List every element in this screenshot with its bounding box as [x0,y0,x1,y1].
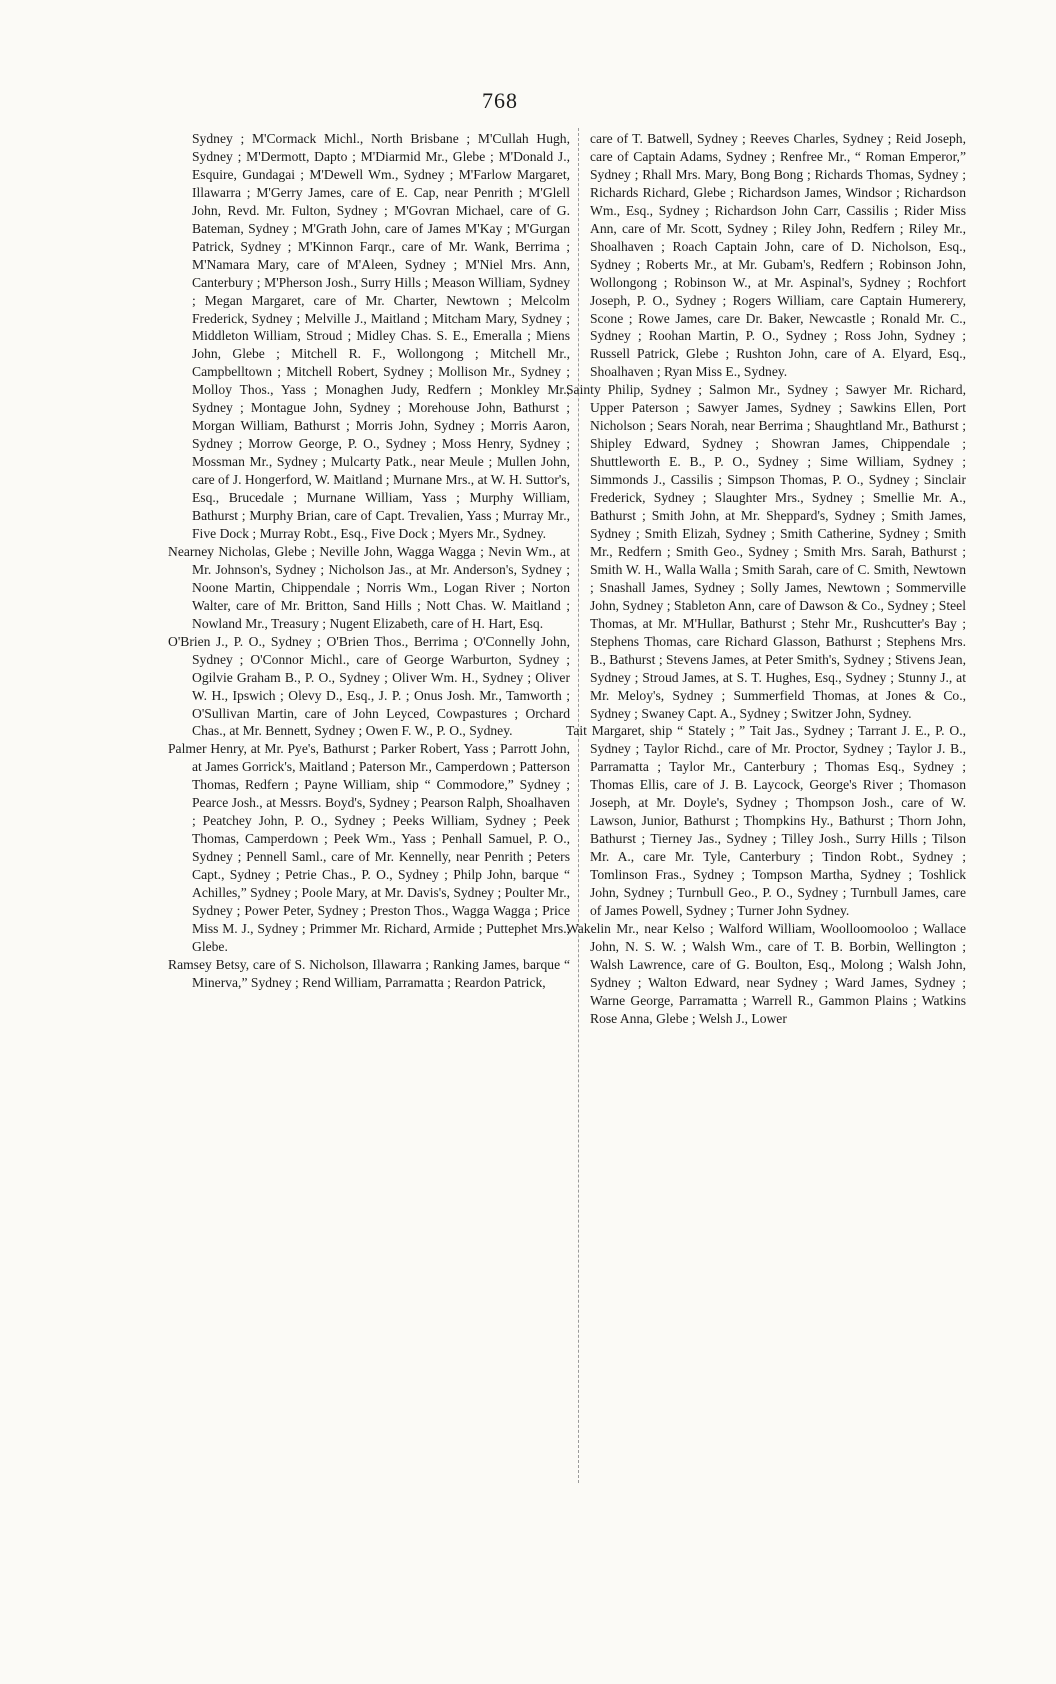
right-column [566,130,966,1028]
letter-block-n: Nearney Nicholas, Glebe ; Neville John, Wagga Wagga ; Nevin Wm., at Mr. Johnson's, Sydney ; Nicholson Jas., at Mr. Anderson's, Sydney ; Noone Martin, Chippendale ; Norris Wm., Logan River ; Norton Walter, care of Mr. Britton, Sand Hills ; Nott Chas. W. Maitland ; Nowland Mr., Treasury ; Nugent Elizabeth, care of H. Hart, Esq. [168,543,570,631]
left-column [168,130,570,992]
letter-block-o: O'Brien J., P. O., Sydney ; O'Brien Thos., Berrima ; O'Connelly John, Sydney ; O'Connor Michl., care of George Warburton, Sydney ; Ogilvie Graham B., P. O., Sydney ; Oliver Wm. H., Sydney ; Oliver W. H., Ipswich ; Olevy D., Esq., J. P. ; Onus Josh. Mr., Tamworth ; O'Sullivan Martin, care of John Leyced, Cowpastures ; Orchard Chas., at Mr. Bennett, Sydney ; Owen F. W., P. O., Sydney. [168,633,570,739]
letter-block-r-cont: care of T. Batwell, Sydney ; Reeves Charles, Sydney ; Reid Joseph, care of Captain Adams, Sydney ; Renfree Mr., “ Roman Emperor,” Sydney ; Rhall Mrs. Mary, Bong Bong ; Richards Thomas, Sydney ; Richards Richard, Glebe ; Richardson James, Windsor ; Richardson Wm., Esq., Sydney ; Richardson John Carr, Cassilis ; Rider Miss Ann, care of Mr. Scott, Sydney ; Riley John, Redfern ; Riley Mr., Shoalhaven ; Roach Captain John, care of D. Nicholson, Esq., Sydney ; Roberts Mr., at Mr. Gubam's, Redfern ; Robinson John, Wollongong ; Robinson W., at Mr. Aspinal's, Sydney ; Rochfort Joseph, P. O., Sydney ; Rogers William, care Captain Humerery, Scone ; Rowe James, care Dr. Baker, Newcastle ; Ronald Mr. C., Sydney ; Roohan Martin, P. O., Sydney ; Ross John, Sydney ; Russell Patrick, Glebe ; Rushton John, care of A. Elyard, Esq., Shoalhaven ; Ryan Miss E., Sydney. [590,131,966,380]
letter-block-m: Sydney ; M'Cormack Michl., North Brisbane ; M'Cullah Hugh, Sydney ; M'Dermott, Dapto ; M'Diarmid Mr., Glebe ; M'Donald J., Esquire, Gundagai ; M'Dewell Wm., Sydney ; M'Farlow Margaret, Illawarra ; M'Gerry James, care of E. Cap, near Penrith ; M'Glell John, Revd. Mr. Fulton, Sydney ; M'Govran Michael, care of G. Bateman, Sydney ; M'Grath John, care of James M'Kay ; M'Gurgan Patrick, Sydney ; M'Kinnon Farqr., care of Mr. Wank, Berrima ; M'Namara Mary, care of M'Aleen, Sydney ; M'Niel Mrs. Ann, Canterbury ; M'Pherson Josh., Surry Hills ; Meason William, Sydney ; Megan Margaret, care of Mr. Charter, Newtown ; Melcolm Frederick, Sydney ; Melville J., Maitland ; Mitcham Mary, Sydney ; Middleton William, Stroud ; Midley Chas. S. E., Emeralla ; Miens John, Glebe ; Mitchell R. F., Wollongong ; Mitchell Mr., Campbelltown ; Mitchell Robert, Sydney ; Mollison Mr., Sydney ; Molloy Thos., Yass ; Monaghen Judy, Redfern ; Monkley Mr., Sydney ; Montague John, Sydney ; Morehouse John, Bathurst ; Morgan William, Bathurst ; Morris John, Sydney ; Morris Aaron, Sydney ; Morrow George, P. O., Sydney ; Moss Henry, Sydney ; Mossman Mr., Sydney ; Mulcarty Patk., near Meule ; Mullen John, care of J. Hongerford, W. Maitland ; Murnane Mrs., at W. H. Suttor's, Esq., Brucedale ; Murnane William, Yass ; Murphy William, Bathurst ; Murphy Brian, care of Capt. Trevalien, Yass ; Murray Mr., Five Dock ; Murray Robt., Esq., Five Dock ; Myers Mr., Sydney. [192,131,570,541]
letter-block-t: Tait Margaret, ship “ Stately ; ” Tait Jas., Sydney ; Tarrant J. E., P. O., Sydney ; Taylor Richd., care of Mr. Proctor, Sydney ; Taylor J. B., Parramatta ; Taylor Mr., Canterbury ; Thomas Esq., Sydney ; Thomas Ellis, care of J. B. Laycock, George's River ; Thomason Joseph, at Mr. Doyle's, Sydney ; Thompson Josh., care of W. Lawson, Junior, Bathurst ; Thompkins Hy., Bathurst ; Thorn John, Bathurst ; Tierney Jas., Sydney ; Tilley Josh., Surry Hills ; Tilson Mr. A., care Mr. Tyle, Canterbury ; Tindon Robt., Sydney ; Tomlinson Fras., Sydney ; Tompson Martha, Sydney ; Toshlick John, Sydney ; Turnbull Geo., P. O., Sydney ; Turnbull James, care of James Powell, Sydney ; Turner John Sydney. [566,723,966,918]
letter-block-r-start: Ramsey Betsy, care of S. Nicholson, Illawarra ; Ranking James, barque “ Minerva,” Sydney ; Rend William, Parramatta ; Reardon Patrick, [168,956,570,990]
letter-block-p: Palmer Henry, at Mr. Pye's, Bathurst ; Parker Robert, Yass ; Parrott John, at James Gorrick's, Maitland ; Paterson Mr., Camperdown ; Patterson Thomas, Redfern ; Payne William, ship “ Commodore,” Sydney ; Pearce Josh., at Messrs. Boyd's, Sydney ; Pearson Ralph, Shoalhaven ; Peatchey John, P. O., Sydney ; Peeks William, Sydney ; Peek Thomas, Camperdown ; Peek Wm., Yass ; Penhall Samuel, P. O., Sydney ; Pennell Saml., care of Mr. Kennelly, near Penrith ; Peters Capt., Sydney ; Petrie Chas., P. O., Sydney ; Philp John, barque “ Achilles,” Sydney ; Poole Mary, at Mr. Davis's, Sydney ; Poulter Mr., Sydney ; Power Peter, Sydney ; Preston Thos., Wagga Wagga ; Price Miss M. J., Sydney ; Primmer Mr. Richard, Armide ; Puttephet Mrs., Glebe. [168,741,571,954]
letter-block-w: Wakelin Mr., near Kelso ; Walford William, Woolloomooloo ; Wallace John, N. S. W. ; Walsh Wm., care of T. B. Borbin, Wellington ; Walsh Lawrence, care of G. Boulton, Esq., Molong ; Walsh John, Sydney ; Walton Edward, near Sydney ; Ward James, Sydney ; Warne George, Parramatta ; Warrell R., Gammon Plains ; Watkins Rose Anna, Glebe ; Welsh J., Lower [566,920,966,1026]
page-number: 768 [482,88,518,113]
letter-block-s: Sainty Philip, Sydney ; Salmon Mr., Sydney ; Sawyer Mr. Richard, Upper Paterson ; Sawyer James, Sydney ; Sawkins Ellen, Port Nicholson ; Sears Norah, near Berrima ; Shaughtland Mr., Bathurst ; Shipley Edward, Sydney ; Showran James, Chippendale ; Shuttleworth E. B., P. O., Sydney ; Sime William, Sydney ; Simmonds J., Cassilis ; Simpson Thomas, P. O., Sydney ; Sinclair Frederick, Sydney ; Slaughter Mrs., Sydney ; Smellie Mr. A., Bathurst ; Smith John, at Mr. Sheppard's, Sydney ; Smith James, Sydney ; Smith Elizah, Sydney ; Smith Catherine, Sydney ; Smith Mr., Redfern ; Smith Geo., Sydney ; Smith Mrs. Sarah, Bathurst ; Smith W. H., Walla Walla ; Smith Sarah, care of C. Smith, Newtown ; Snashall James, Sydney ; Solly James, Newtown ; Sommerville John, Sydney ; Stableton Ann, care of Dawson & Co., Sydney ; Steel Thomas, at Mr. M'Hullar, Bathurst ; Stehr Mr., Rushcutter's Bay ; Stephens Thomas, care Richard Glasson, Bathurst ; Stephens Mrs. B., Bathurst ; Stevens James, at Peter Smith's, Sydney ; Stivens Jean, Sydney ; Stroud James, at S. T. Hughes, Esq., Sydney ; Stunny J., at Mr. Meloy's, Sydney ; Summerfield Thomas, at Jones & Co., Sydney ; Swaney Capt. A., Sydney ; Switzer John, Sydney. [566,382,966,721]
